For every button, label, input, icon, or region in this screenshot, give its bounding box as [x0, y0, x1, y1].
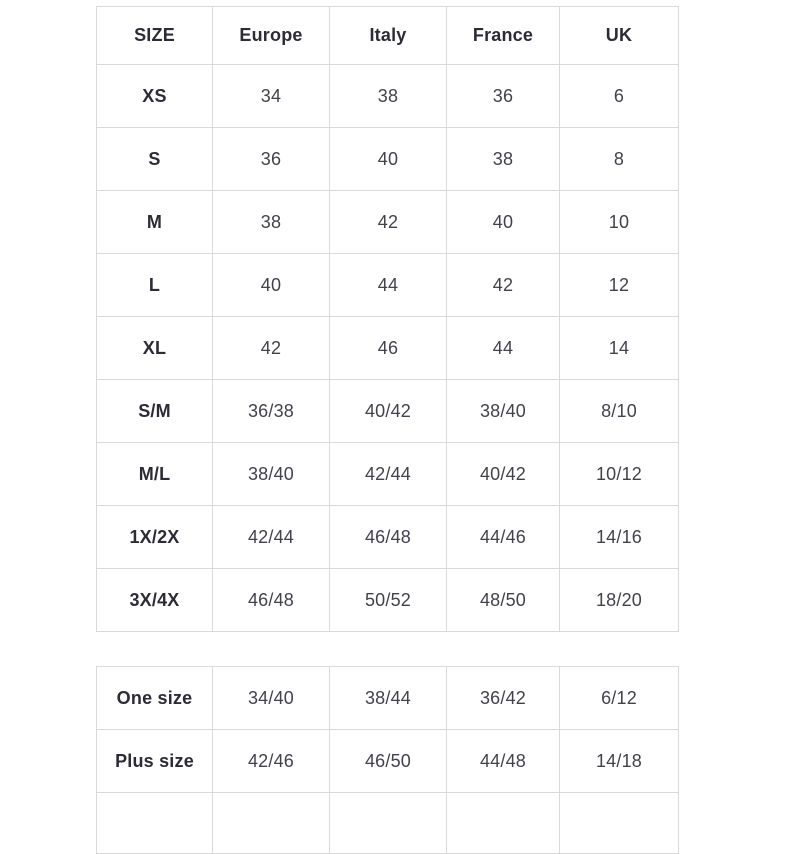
value-cell: 42	[330, 191, 447, 254]
table-row-ml	[97, 443, 679, 506]
value-cell: 42	[213, 317, 330, 380]
value-cell: 42/44	[330, 443, 447, 506]
size-label: S	[97, 128, 213, 191]
value-cell: 44/46	[447, 506, 560, 569]
value-cell: 6/12	[560, 667, 679, 730]
value-cell: 40/42	[447, 443, 560, 506]
header-cell-europe: Europe	[213, 7, 330, 65]
value-cell: 38	[447, 128, 560, 191]
value-cell: 36	[447, 65, 560, 128]
table-row-1x2x	[97, 506, 679, 569]
value-cell: 40	[447, 191, 560, 254]
table-row-l	[97, 254, 679, 317]
value-cell: 42/44	[213, 506, 330, 569]
value-cell: 44/48	[447, 730, 560, 793]
value-cell: 40	[330, 128, 447, 191]
value-cell: 36/38	[213, 380, 330, 443]
table-row-one-size	[97, 667, 679, 730]
table-row-m	[97, 191, 679, 254]
size-label: Plus size	[97, 730, 213, 793]
value-cell: 44	[447, 317, 560, 380]
empty-cell	[330, 793, 447, 854]
value-cell: 14	[560, 317, 679, 380]
value-cell: 38/40	[447, 380, 560, 443]
size-label: L	[97, 254, 213, 317]
value-cell: 10/12	[560, 443, 679, 506]
value-cell: 38/44	[330, 667, 447, 730]
table-row-sm	[97, 380, 679, 443]
table-row-3x4x	[97, 569, 679, 632]
value-cell: 38	[213, 191, 330, 254]
table-row-plus-size	[97, 730, 679, 793]
empty-cell	[97, 793, 213, 854]
table-row-xs	[97, 65, 679, 128]
header-cell-italy: Italy	[330, 7, 447, 65]
special-sizes-table	[96, 666, 679, 854]
table-row-clipped	[97, 793, 679, 854]
value-cell: 46/48	[213, 569, 330, 632]
value-cell: 42	[447, 254, 560, 317]
value-cell: 10	[560, 191, 679, 254]
size-label: 3X/4X	[97, 569, 213, 632]
value-cell: 38	[330, 65, 447, 128]
size-label: M	[97, 191, 213, 254]
empty-cell	[213, 793, 330, 854]
value-cell: 6	[560, 65, 679, 128]
empty-cell	[560, 793, 679, 854]
value-cell: 12	[560, 254, 679, 317]
size-label: 1X/2X	[97, 506, 213, 569]
header-cell-size: SIZE	[97, 7, 213, 65]
value-cell: 8/10	[560, 380, 679, 443]
value-cell: 36/42	[447, 667, 560, 730]
size-label: XL	[97, 317, 213, 380]
value-cell: 36	[213, 128, 330, 191]
value-cell: 50/52	[330, 569, 447, 632]
value-cell: 46	[330, 317, 447, 380]
value-cell: 46/48	[330, 506, 447, 569]
value-cell: 46/50	[330, 730, 447, 793]
value-cell: 34	[213, 65, 330, 128]
header-cell-france: France	[447, 7, 560, 65]
value-cell: 8	[560, 128, 679, 191]
header-cell-uk: UK	[560, 7, 679, 65]
value-cell: 48/50	[447, 569, 560, 632]
value-cell: 14/16	[560, 506, 679, 569]
value-cell: 14/18	[560, 730, 679, 793]
size-conversion-table	[96, 6, 679, 632]
value-cell: 44	[330, 254, 447, 317]
value-cell: 18/20	[560, 569, 679, 632]
value-cell: 34/40	[213, 667, 330, 730]
value-cell: 42/46	[213, 730, 330, 793]
table-row-s	[97, 128, 679, 191]
empty-cell	[447, 793, 560, 854]
header-row	[97, 7, 679, 65]
table-row-xl	[97, 317, 679, 380]
size-label: S/M	[97, 380, 213, 443]
value-cell: 40	[213, 254, 330, 317]
size-label: XS	[97, 65, 213, 128]
value-cell: 38/40	[213, 443, 330, 506]
size-label: M/L	[97, 443, 213, 506]
size-label: One size	[97, 667, 213, 730]
value-cell: 40/42	[330, 380, 447, 443]
